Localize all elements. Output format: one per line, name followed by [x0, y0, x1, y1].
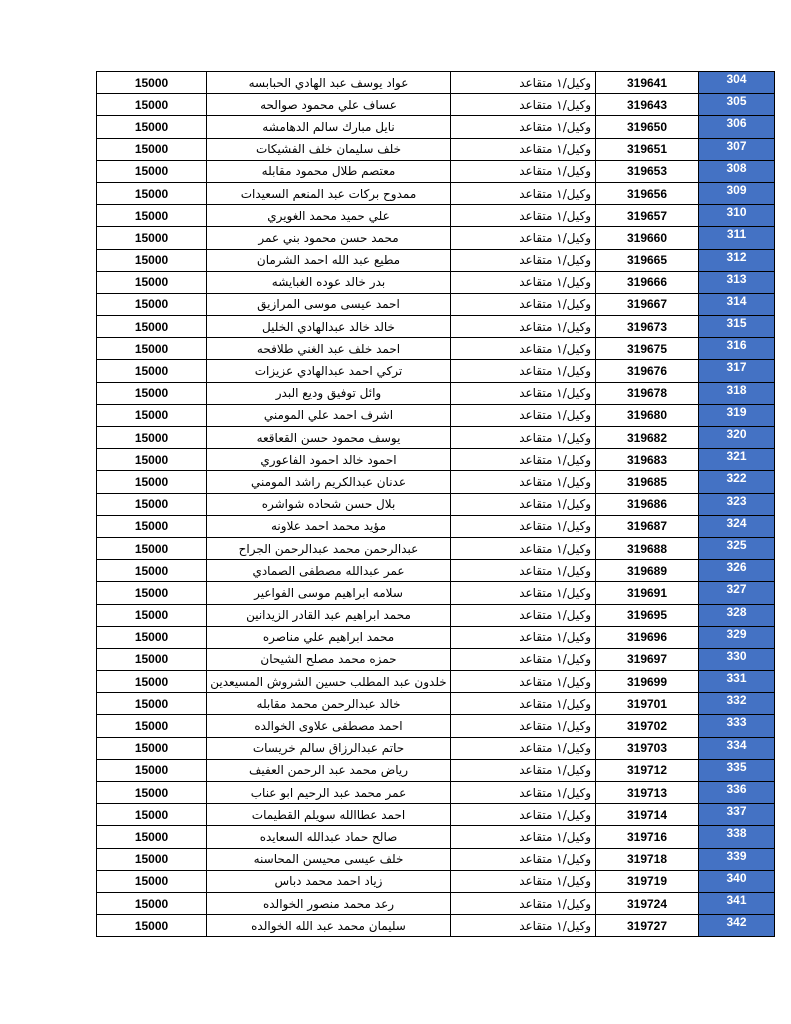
table-row — [97, 626, 775, 648]
name-cell: ممدوح بركات عبد المنعم السعيدات — [207, 182, 451, 204]
table-row — [97, 648, 775, 670]
rank-status-cell: وكيل/١ متقاعد — [451, 227, 596, 249]
rank-status-cell: وكيل/١ متقاعد — [451, 715, 596, 737]
table-row — [97, 293, 775, 315]
sequence-number-cell: 331 — [699, 671, 775, 693]
rank-status-cell: وكيل/١ متقاعد — [451, 338, 596, 360]
id-number-cell: 319643 — [596, 94, 699, 116]
amount-cell: 15000 — [97, 116, 207, 138]
rank-status-cell: وكيل/١ متقاعد — [451, 782, 596, 804]
table-row — [97, 493, 775, 515]
id-number-cell: 319667 — [596, 293, 699, 315]
sequence-number-cell: 324 — [699, 515, 775, 537]
id-number-cell: 319727 — [596, 915, 699, 937]
table-row — [97, 515, 775, 537]
sequence-number-cell: 323 — [699, 493, 775, 515]
sequence-number-cell: 317 — [699, 360, 775, 382]
name-cell: بدر خالد عوده الغبايشه — [207, 271, 451, 293]
sequence-number-cell: 330 — [699, 648, 775, 670]
amount-cell: 15000 — [97, 737, 207, 759]
retirees-table — [96, 71, 775, 937]
table-row — [97, 892, 775, 914]
sequence-number-cell: 325 — [699, 537, 775, 559]
rank-status-cell: وكيل/١ متقاعد — [451, 804, 596, 826]
rank-status-cell: وكيل/١ متقاعد — [451, 626, 596, 648]
name-cell: احمود خالد احمود الفاعوري — [207, 449, 451, 471]
amount-cell: 15000 — [97, 826, 207, 848]
rank-status-cell: وكيل/١ متقاعد — [451, 560, 596, 582]
amount-cell: 15000 — [97, 759, 207, 781]
table-row — [97, 72, 775, 94]
id-number-cell: 319673 — [596, 316, 699, 338]
name-cell: عواد يوسف عبد الهادي الحبابسه — [207, 72, 451, 94]
sequence-number-cell: 327 — [699, 582, 775, 604]
rank-status-cell: وكيل/١ متقاعد — [451, 316, 596, 338]
sequence-number-cell: 308 — [699, 160, 775, 182]
name-cell: عبدالرحمن محمد عبدالرحمن الجراح — [207, 537, 451, 559]
table-row — [97, 604, 775, 626]
rank-status-cell: وكيل/١ متقاعد — [451, 382, 596, 404]
id-number-cell: 319703 — [596, 737, 699, 759]
sequence-number-cell: 321 — [699, 449, 775, 471]
name-cell: احمد مصطفى علاوى الخوالده — [207, 715, 451, 737]
rank-status-cell: وكيل/١ متقاعد — [451, 671, 596, 693]
name-cell: يوسف محمود حسن القعاقعه — [207, 427, 451, 449]
id-number-cell: 319719 — [596, 870, 699, 892]
table-row — [97, 116, 775, 138]
sequence-number-cell: 319 — [699, 404, 775, 426]
name-cell: احمد عيسى موسى المرازيق — [207, 293, 451, 315]
rank-status-cell: وكيل/١ متقاعد — [451, 493, 596, 515]
sequence-number-cell: 311 — [699, 227, 775, 249]
sequence-number-cell: 306 — [699, 116, 775, 138]
table-row — [97, 582, 775, 604]
name-cell: بلال حسن شحاده شواشره — [207, 493, 451, 515]
amount-cell: 15000 — [97, 782, 207, 804]
id-number-cell: 319678 — [596, 382, 699, 404]
amount-cell: 15000 — [97, 205, 207, 227]
amount-cell: 15000 — [97, 360, 207, 382]
id-number-cell: 319665 — [596, 249, 699, 271]
table-row — [97, 316, 775, 338]
table-row — [97, 804, 775, 826]
amount-cell: 15000 — [97, 848, 207, 870]
table-row — [97, 693, 775, 715]
amount-cell: 15000 — [97, 693, 207, 715]
rank-status-cell: وكيل/١ متقاعد — [451, 427, 596, 449]
name-cell: حمزه محمد مصلح الشيحان — [207, 648, 451, 670]
rank-status-cell: وكيل/١ متقاعد — [451, 138, 596, 160]
amount-cell: 15000 — [97, 382, 207, 404]
rank-status-cell: وكيل/١ متقاعد — [451, 604, 596, 626]
table-row — [97, 138, 775, 160]
id-number-cell: 319712 — [596, 759, 699, 781]
id-number-cell: 319701 — [596, 693, 699, 715]
id-number-cell: 319651 — [596, 138, 699, 160]
amount-cell: 15000 — [97, 515, 207, 537]
id-number-cell: 319680 — [596, 404, 699, 426]
sequence-number-cell: 305 — [699, 94, 775, 116]
rank-status-cell: وكيل/١ متقاعد — [451, 537, 596, 559]
table-row — [97, 94, 775, 116]
amount-cell: 15000 — [97, 404, 207, 426]
name-cell: عدنان عبدالكريم راشد المومني — [207, 471, 451, 493]
rank-status-cell: وكيل/١ متقاعد — [451, 293, 596, 315]
id-number-cell: 319660 — [596, 227, 699, 249]
amount-cell: 15000 — [97, 249, 207, 271]
table-row — [97, 848, 775, 870]
sequence-number-cell: 329 — [699, 626, 775, 648]
table-row — [97, 737, 775, 759]
sequence-number-cell: 304 — [699, 72, 775, 94]
amount-cell: 15000 — [97, 338, 207, 360]
rank-status-cell: وكيل/١ متقاعد — [451, 404, 596, 426]
sequence-number-cell: 307 — [699, 138, 775, 160]
amount-cell: 15000 — [97, 560, 207, 582]
rank-status-cell: وكيل/١ متقاعد — [451, 182, 596, 204]
name-cell: سلامه ابراهيم موسى الفواعير — [207, 582, 451, 604]
table-row — [97, 826, 775, 848]
id-number-cell: 319697 — [596, 648, 699, 670]
rank-status-cell: وكيل/١ متقاعد — [451, 915, 596, 937]
table-body — [97, 72, 775, 937]
sequence-number-cell: 341 — [699, 892, 775, 914]
id-number-cell: 319656 — [596, 182, 699, 204]
amount-cell: 15000 — [97, 72, 207, 94]
sequence-number-cell: 334 — [699, 737, 775, 759]
id-number-cell: 319650 — [596, 116, 699, 138]
id-number-cell: 319641 — [596, 72, 699, 94]
name-cell: احمد عطاالله سويلم القطيمات — [207, 804, 451, 826]
name-cell: تركي احمد عبدالهادي عزيزات — [207, 360, 451, 382]
sequence-number-cell: 310 — [699, 205, 775, 227]
name-cell: عمر عبدالله مصطفى الصمادي — [207, 560, 451, 582]
name-cell: اشرف احمد علي المومني — [207, 404, 451, 426]
name-cell: صالح حماد عبدالله السعايده — [207, 826, 451, 848]
amount-cell: 15000 — [97, 138, 207, 160]
table-row — [97, 715, 775, 737]
table-row — [97, 449, 775, 471]
rank-status-cell: وكيل/١ متقاعد — [451, 693, 596, 715]
amount-cell: 15000 — [97, 271, 207, 293]
sequence-number-cell: 333 — [699, 715, 775, 737]
amount-cell: 15000 — [97, 671, 207, 693]
name-cell: احمد خلف عبد الغني طلافحه — [207, 338, 451, 360]
name-cell: خلف عيسى محيسن المحاسنه — [207, 848, 451, 870]
id-number-cell: 319718 — [596, 848, 699, 870]
amount-cell: 15000 — [97, 648, 207, 670]
id-number-cell: 319653 — [596, 160, 699, 182]
id-number-cell: 319687 — [596, 515, 699, 537]
rank-status-cell: وكيل/١ متقاعد — [451, 892, 596, 914]
rank-status-cell: وكيل/١ متقاعد — [451, 205, 596, 227]
amount-cell: 15000 — [97, 537, 207, 559]
table-row — [97, 427, 775, 449]
amount-cell: 15000 — [97, 449, 207, 471]
sequence-number-cell: 342 — [699, 915, 775, 937]
amount-cell: 15000 — [97, 293, 207, 315]
rank-status-cell: وكيل/١ متقاعد — [451, 249, 596, 271]
table-row — [97, 271, 775, 293]
name-cell: مطيع عبد الله احمد الشرمان — [207, 249, 451, 271]
rank-status-cell: وكيل/١ متقاعد — [451, 582, 596, 604]
amount-cell: 15000 — [97, 160, 207, 182]
id-number-cell: 319716 — [596, 826, 699, 848]
amount-cell: 15000 — [97, 316, 207, 338]
amount-cell: 15000 — [97, 870, 207, 892]
table-row — [97, 870, 775, 892]
name-cell: زياد احمد محمد دباس — [207, 870, 451, 892]
sequence-number-cell: 314 — [699, 293, 775, 315]
sequence-number-cell: 337 — [699, 804, 775, 826]
rank-status-cell: وكيل/١ متقاعد — [451, 737, 596, 759]
name-cell: وائل توفيق وديع البدر — [207, 382, 451, 404]
id-number-cell: 319713 — [596, 782, 699, 804]
id-number-cell: 319702 — [596, 715, 699, 737]
id-number-cell: 319682 — [596, 427, 699, 449]
table-row — [97, 227, 775, 249]
name-cell: عمر محمد عبد الرحيم ابو عناب — [207, 782, 451, 804]
name-cell: معتصم طلال محمود مقابله — [207, 160, 451, 182]
id-number-cell: 319688 — [596, 537, 699, 559]
amount-cell: 15000 — [97, 892, 207, 914]
name-cell: مؤيد محمد احمد علاونه — [207, 515, 451, 537]
id-number-cell: 319695 — [596, 604, 699, 626]
rank-status-cell: وكيل/١ متقاعد — [451, 848, 596, 870]
table-row — [97, 782, 775, 804]
sequence-number-cell: 318 — [699, 382, 775, 404]
id-number-cell: 319676 — [596, 360, 699, 382]
id-number-cell: 319724 — [596, 892, 699, 914]
sequence-number-cell: 336 — [699, 782, 775, 804]
table-row — [97, 671, 775, 693]
table-row — [97, 471, 775, 493]
id-number-cell: 319675 — [596, 338, 699, 360]
id-number-cell: 319699 — [596, 671, 699, 693]
sequence-number-cell: 312 — [699, 249, 775, 271]
amount-cell: 15000 — [97, 182, 207, 204]
table-row — [97, 249, 775, 271]
sequence-number-cell: 320 — [699, 427, 775, 449]
amount-cell: 15000 — [97, 915, 207, 937]
sequence-number-cell: 340 — [699, 870, 775, 892]
name-cell: سليمان محمد عبد الله الخوالده — [207, 915, 451, 937]
sequence-number-cell: 316 — [699, 338, 775, 360]
amount-cell: 15000 — [97, 427, 207, 449]
id-number-cell: 319666 — [596, 271, 699, 293]
rank-status-cell: وكيل/١ متقاعد — [451, 471, 596, 493]
sequence-number-cell: 338 — [699, 826, 775, 848]
table-row — [97, 560, 775, 582]
sequence-number-cell: 326 — [699, 560, 775, 582]
sequence-number-cell: 328 — [699, 604, 775, 626]
id-number-cell: 319657 — [596, 205, 699, 227]
id-number-cell: 319683 — [596, 449, 699, 471]
id-number-cell: 319714 — [596, 804, 699, 826]
name-cell: محمد حسن محمود بني عمر — [207, 227, 451, 249]
table-row — [97, 404, 775, 426]
sequence-number-cell: 313 — [699, 271, 775, 293]
sequence-number-cell: 309 — [699, 182, 775, 204]
rank-status-cell: وكيل/١ متقاعد — [451, 116, 596, 138]
rank-status-cell: وكيل/١ متقاعد — [451, 648, 596, 670]
table-row — [97, 759, 775, 781]
id-number-cell: 319685 — [596, 471, 699, 493]
table-row — [97, 182, 775, 204]
rank-status-cell: وكيل/١ متقاعد — [451, 449, 596, 471]
table-row — [97, 537, 775, 559]
rank-status-cell: وكيل/١ متقاعد — [451, 870, 596, 892]
amount-cell: 15000 — [97, 804, 207, 826]
name-cell: رياض محمد عبد الرحمن العفيف — [207, 759, 451, 781]
name-cell: نايل مبارك سالم الدهامشه — [207, 116, 451, 138]
amount-cell: 15000 — [97, 493, 207, 515]
rank-status-cell: وكيل/١ متقاعد — [451, 72, 596, 94]
rank-status-cell: وكيل/١ متقاعد — [451, 160, 596, 182]
name-cell: خالد عبدالرحمن محمد مقابله — [207, 693, 451, 715]
name-cell: خالد خالد عبدالهادي الخليل — [207, 316, 451, 338]
rank-status-cell: وكيل/١ متقاعد — [451, 515, 596, 537]
sequence-number-cell: 322 — [699, 471, 775, 493]
amount-cell: 15000 — [97, 227, 207, 249]
name-cell: خلف سليمان خلف الفشيكات — [207, 138, 451, 160]
table-row — [97, 338, 775, 360]
name-cell: حاتم عبدالرزاق سالم خريسات — [207, 737, 451, 759]
name-cell: محمد ابراهيم عبد القادر الزيدانين — [207, 604, 451, 626]
id-number-cell: 319691 — [596, 582, 699, 604]
sequence-number-cell: 335 — [699, 759, 775, 781]
id-number-cell: 319686 — [596, 493, 699, 515]
amount-cell: 15000 — [97, 471, 207, 493]
sequence-number-cell: 339 — [699, 848, 775, 870]
amount-cell: 15000 — [97, 94, 207, 116]
table-row — [97, 205, 775, 227]
rank-status-cell: وكيل/١ متقاعد — [451, 826, 596, 848]
table-row — [97, 360, 775, 382]
amount-cell: 15000 — [97, 604, 207, 626]
name-cell: رعد محمد منصور الخوالده — [207, 892, 451, 914]
rank-status-cell: وكيل/١ متقاعد — [451, 759, 596, 781]
amount-cell: 15000 — [97, 626, 207, 648]
name-cell: عساف علي محمود صوالحه — [207, 94, 451, 116]
table-row — [97, 915, 775, 937]
id-number-cell: 319696 — [596, 626, 699, 648]
sequence-number-cell: 332 — [699, 693, 775, 715]
table-row — [97, 160, 775, 182]
id-number-cell: 319689 — [596, 560, 699, 582]
name-cell: محمد ابراهيم علي مناصره — [207, 626, 451, 648]
rank-status-cell: وكيل/١ متقاعد — [451, 360, 596, 382]
name-cell: علي حميد محمد الغويري — [207, 205, 451, 227]
name-cell: خلدون عبد المطلب حسين الشروش المسيعدين — [207, 671, 451, 693]
amount-cell: 15000 — [97, 582, 207, 604]
rank-status-cell: وكيل/١ متقاعد — [451, 94, 596, 116]
amount-cell: 15000 — [97, 715, 207, 737]
table-row — [97, 382, 775, 404]
sequence-number-cell: 315 — [699, 316, 775, 338]
rank-status-cell: وكيل/١ متقاعد — [451, 271, 596, 293]
